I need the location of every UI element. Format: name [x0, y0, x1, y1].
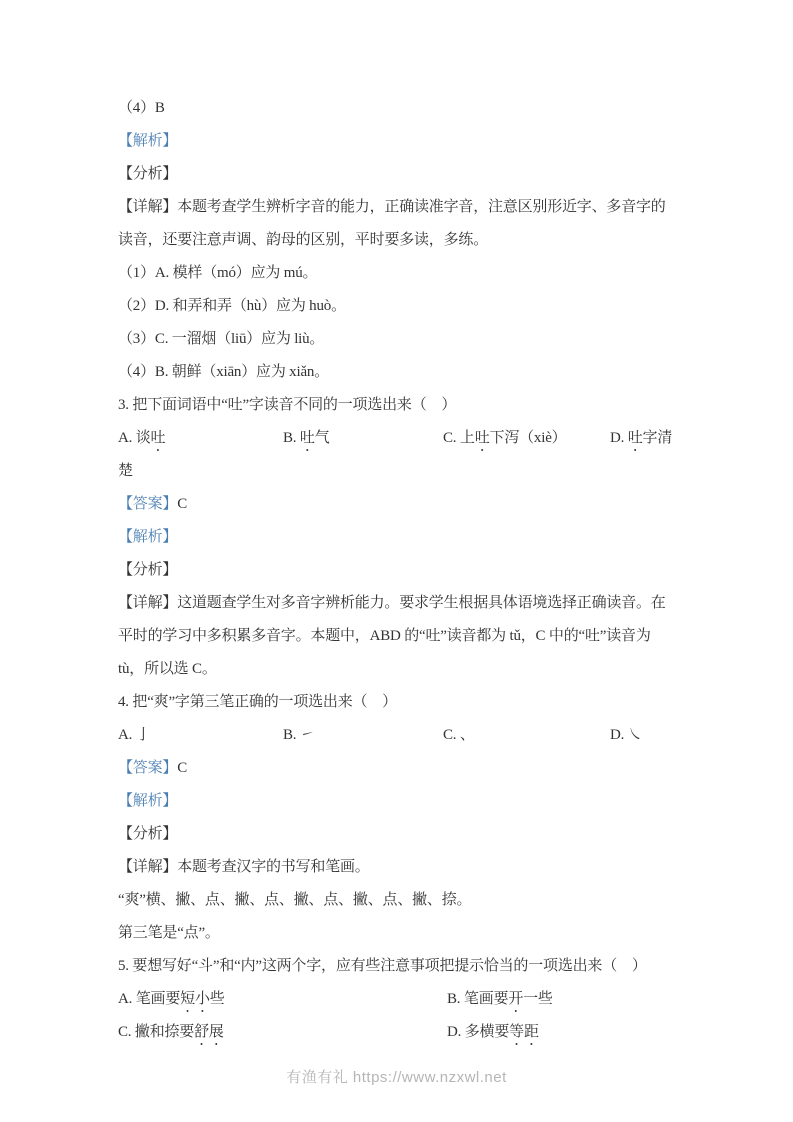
- option-a-stroke: A. 亅: [118, 727, 151, 743]
- footer-watermark: 有渔有礼 https://www.nzxwl.net: [286, 1069, 507, 1086]
- q3-detail-text: 【详解】这道题查学生对多音字辨析能力。要求学生根据具体语境选择正确读音。在平时的学习中多积累多音字。本题中，ABD 的“吐”读音都为 tǔ，C 中的“吐”读音为 tù，所以选 C。: [118, 595, 666, 677]
- option-d-stroke: D. ㇏: [610, 727, 643, 743]
- fenxi-label: 【分析】: [118, 166, 178, 182]
- analysis-label: 【解析】: [118, 793, 178, 809]
- q2-item-2: （2）D. 和弄和弄（hù）应为 huò。: [118, 298, 346, 314]
- fenxi-label: 【分析】: [118, 826, 178, 842]
- q3-answer-line: [118, 488, 680, 521]
- q4-detail-line3: 第三笔是“点”。: [118, 925, 220, 941]
- question4-stem: 4. 把“爽”字第三笔正确的一项选出来（ ）: [118, 694, 397, 710]
- question3-stem: 3. 把下面词语中“吐”字读音不同的一项选出来（ ）: [118, 397, 457, 413]
- answer-label: 【答案】: [118, 760, 178, 776]
- option-a: A. 笔画要短小些: [118, 991, 225, 1007]
- option-c: C. 上吐下泻（xiè）: [443, 430, 567, 446]
- q4-detail-line2: “爽”横、撇、点、撇、点、撇、点、撇、点、撇、捺。: [118, 892, 472, 908]
- fenxi-label: 【分析】: [118, 562, 178, 578]
- option-d: D. 多横要等距: [447, 1024, 539, 1040]
- analysis-label: 【解析】: [118, 133, 178, 149]
- q2-item-4: （4）B. 朝鲜（xiān）应为 xiǎn。: [118, 364, 330, 380]
- q4-detail-line1: 【详解】本题考查汉字的书写和笔画。: [118, 859, 370, 875]
- answer-item-4: （4）B: [118, 100, 165, 116]
- question5-options-row2: [118, 1016, 680, 1049]
- answer-label: 【答案】: [118, 496, 178, 512]
- option-c: C. 撇和捺要舒展: [118, 1024, 224, 1040]
- question5-options-row1: [118, 983, 680, 1016]
- option-c-stroke: C. 、: [443, 727, 475, 743]
- answer-value: C: [177, 760, 188, 776]
- q2-item-3: （3）C. 一溜烟（liū）应为 liù。: [118, 331, 325, 347]
- q2-item-1: （1）A. 模样（mó）应为 mú。: [118, 265, 318, 281]
- option-b-stroke: B. ㇀: [283, 727, 315, 743]
- option-d: D. 吐字清: [610, 430, 673, 446]
- question5-stem: 5. 要想写好“斗”和“内”这两个字，应有些注意事项把提示恰当的一项选出来（ ）: [118, 958, 647, 974]
- question4-options: [118, 719, 680, 752]
- q4-answer-line: [118, 752, 680, 785]
- question3-options: [118, 422, 680, 455]
- analysis-label: 【解析】: [118, 529, 178, 545]
- option-a: A. 谈吐: [118, 430, 166, 446]
- answer-value: C: [177, 496, 188, 512]
- option-b: B. 吐气: [283, 430, 330, 446]
- option-d-wrap: 楚: [118, 463, 133, 479]
- option-b: B. 笔画要开一些: [447, 991, 553, 1007]
- q2-detail-text: 【详解】本题考查学生辨析字音的能力，正确读准字音，注意区别形近字、多音字的读音，还要注意声调、韵母的区别，平时要多读，多练。: [118, 199, 666, 248]
- document-page: [118, 92, 680, 1049]
